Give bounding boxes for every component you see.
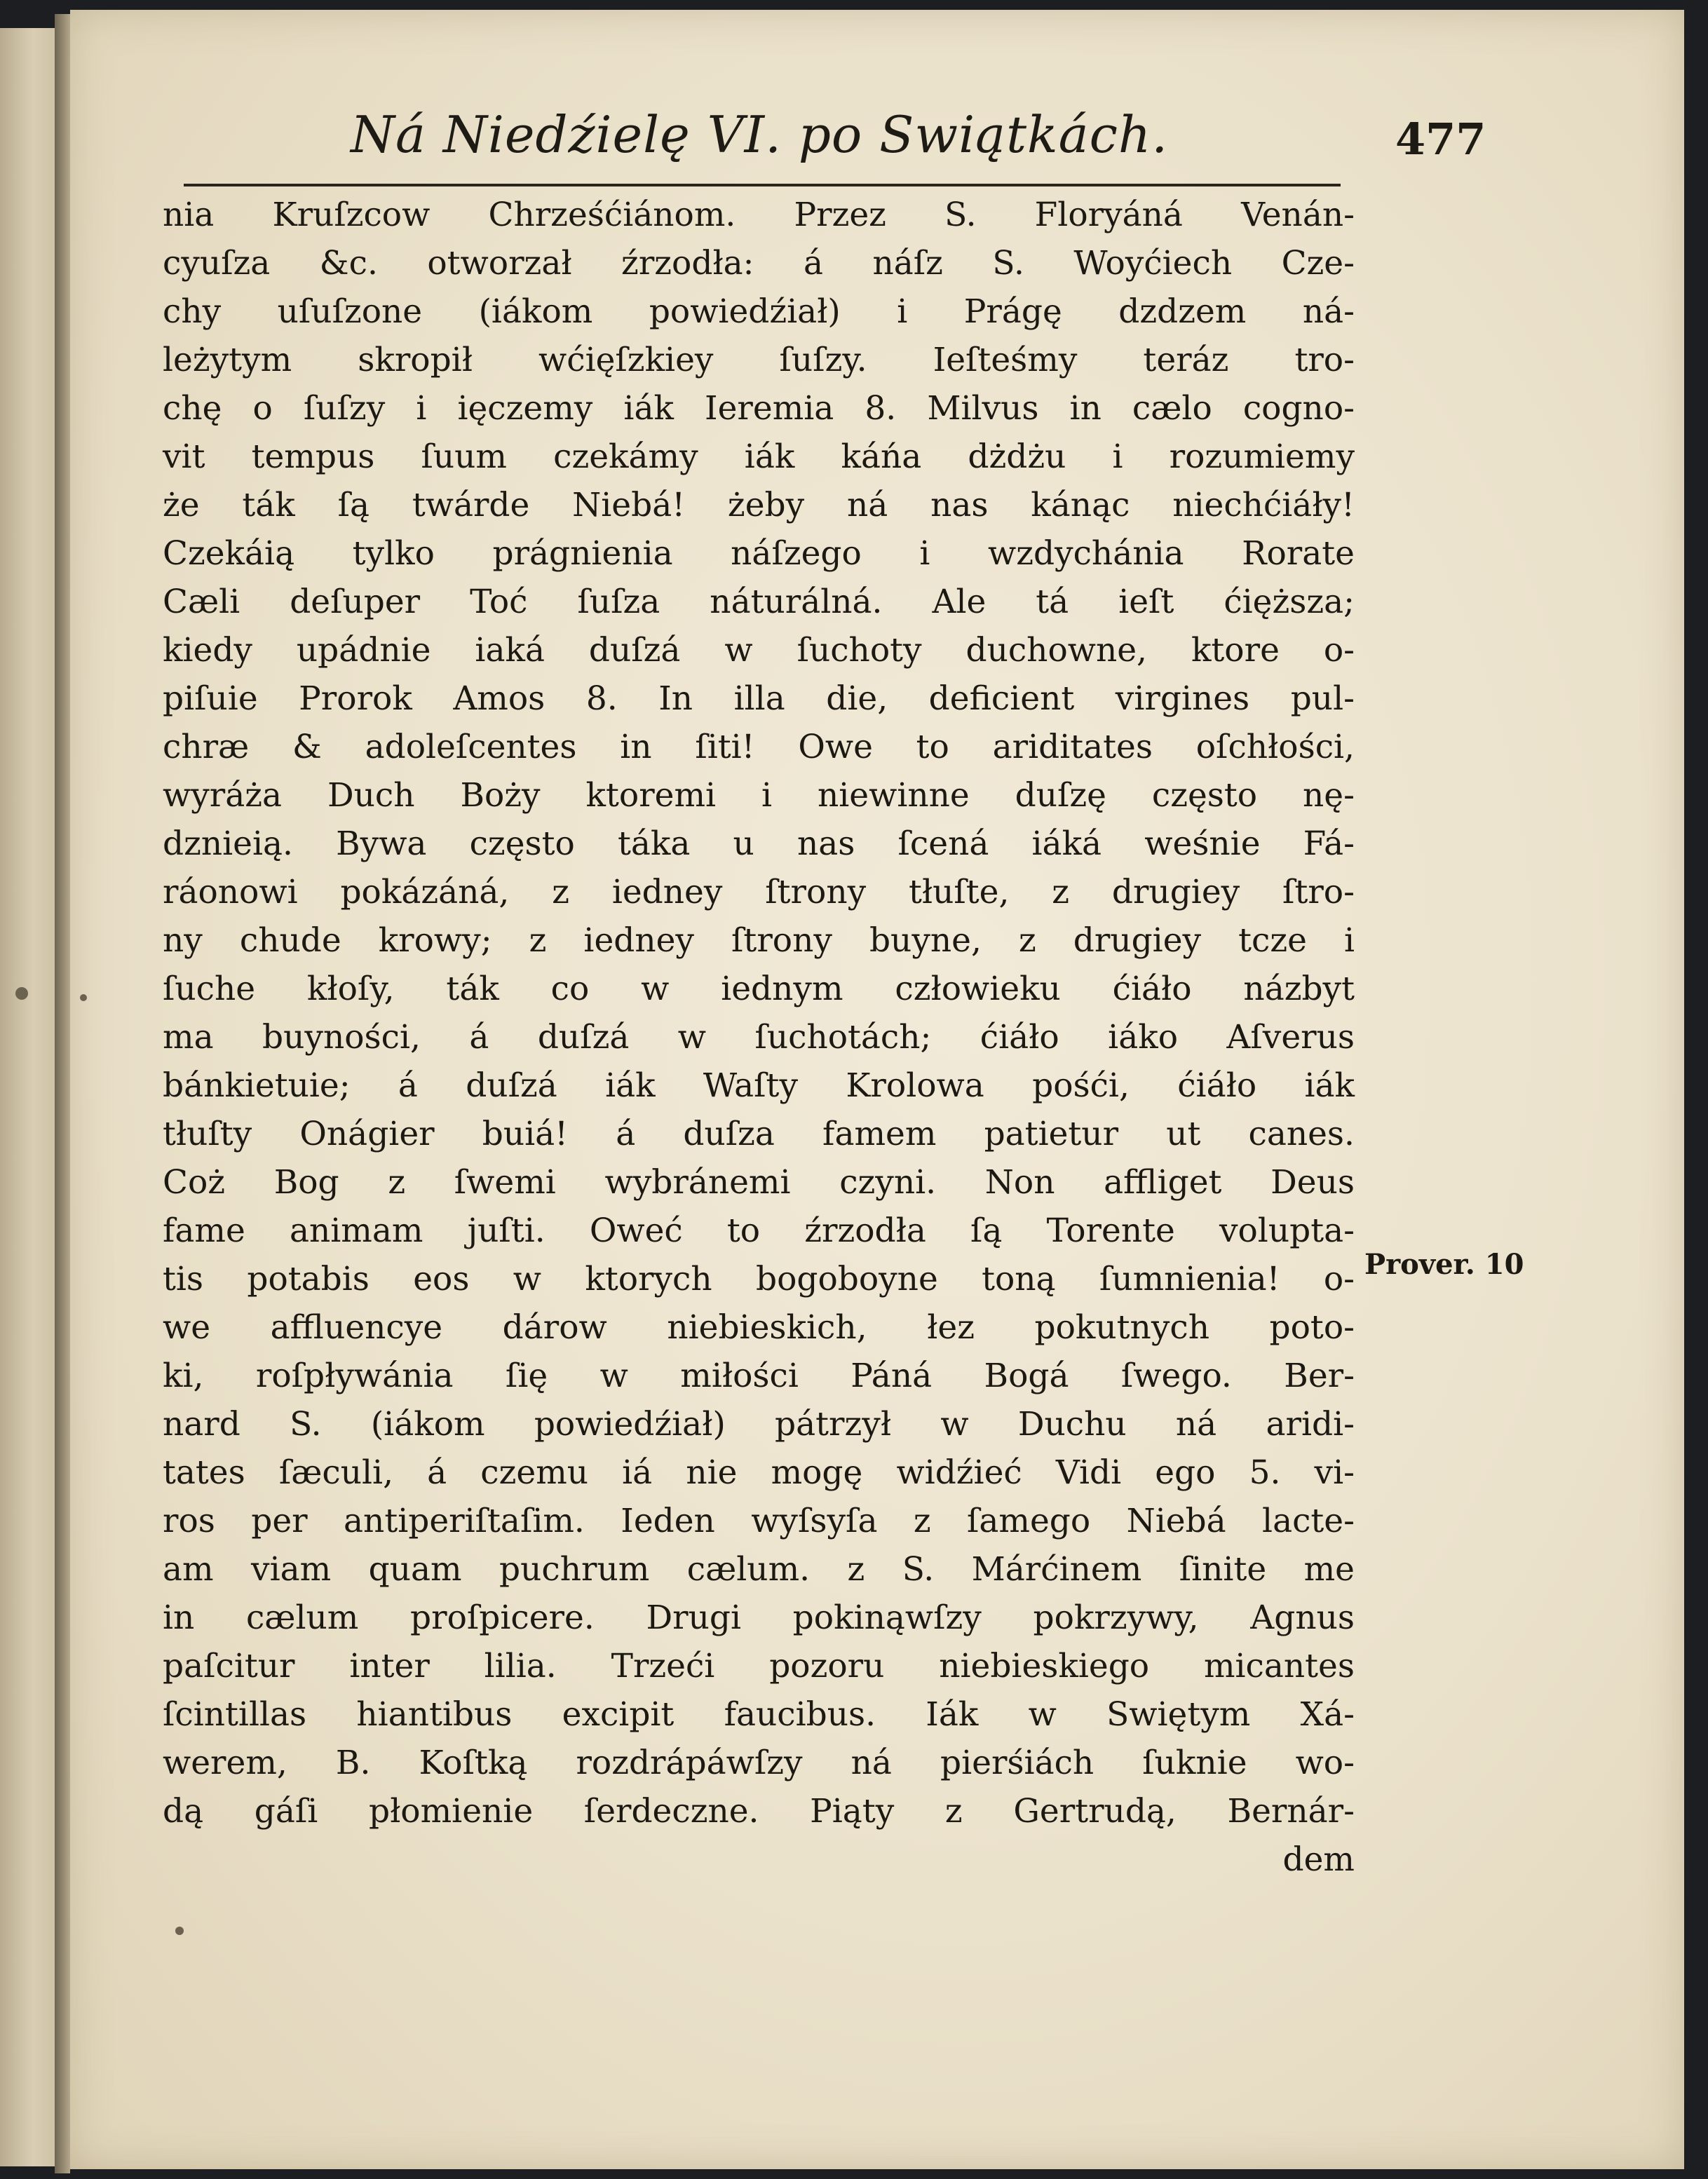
text-line: ſuche kłoſy, ták co w iednym człowieku ćiáło názbyt — [163, 970, 1355, 1008]
text-line: in cælum proſpicere. Drugi pokinąwſzy pokrzywy, Agnus — [163, 1598, 1355, 1637]
text-line: Coż Bog z ſwemi wybránemi czyni. Non affliget Deus — [163, 1163, 1355, 1202]
text-line: ki, roſpływánia ſię w miłości Páná Bogá ſwego. Ber- — [163, 1357, 1355, 1395]
text-line: ráonowi pokázáná, z iedney ſtrony tłuſte, z drugiey ſtro- — [163, 873, 1355, 911]
text-line: chę o ſuſzy i ięczemy iák Ieremia 8. Milvus in cælo cogno- — [163, 389, 1355, 428]
text-line: leżytym skropił wćięſzkiey ſuſzy. Ieſteśmy teráz tro- — [163, 341, 1355, 379]
text-line: bánkietuie; á duſzá iák Waſty Krolowa pośći, ćiáło iák — [163, 1066, 1355, 1105]
text-line: we affluencye dárow niebieskich, łez pokutnych poto- — [163, 1308, 1355, 1347]
text-line: chræ & adoleſcentes in ſiti! Owe to ariditates oſchłości, — [163, 728, 1355, 766]
text-line: wyráża Duch Boży ktoremi i niewinne duſzę często nę- — [163, 776, 1355, 815]
ink-speck — [80, 994, 87, 1001]
text-line: werem, B. Koſtką rozdrápáwſzy ná pierśiách ſuknie wo- — [163, 1744, 1355, 1782]
text-line: ma buyności, á duſzá w ſuchotách; ćiáło iáko Aſverus — [163, 1018, 1355, 1057]
header-rule — [184, 184, 1341, 186]
text-line: cyuſza &c. otworzał źrzodła: á náſz S. Woyćiech Cze- — [163, 244, 1355, 283]
text-line: paſcitur inter lilia. Trzeći pozoru niebieskiego micantes — [163, 1647, 1355, 1685]
text-line: Cæli deſuper Toć ſuſza náturálná. Ale tá ieſt ćięższa; — [163, 583, 1355, 621]
running-title: Ná Niedźielę VI. po Swiątkách. — [351, 105, 1169, 164]
text-line: nia Kruſzcow Chrześćiánom. Przez S. Floryáná Venán- — [163, 196, 1355, 234]
text-line: vit tempus ſuum czekámy iák káńa dżdżu i rozumiemy — [163, 437, 1355, 476]
text-line: chy uſuſzone (iákom powiedźiał) i Prágę dzdzem ná- — [163, 292, 1355, 331]
text-line: dą gáſi płomienie ſerdeczne. Piąty z Gertrudą, Bernár- — [163, 1792, 1355, 1831]
text-line: tates ſæculi, á czemu iá nie mogę widźieć Vidi ego 5. vi- — [163, 1453, 1355, 1492]
text-line: tłuſty Onágier buiá! á duſza famem patietur ut canes. — [163, 1115, 1355, 1153]
marginal-note: Prover. 10 — [1364, 1248, 1524, 1281]
text-line: ny chude krowy; z iedney ſtrony buyne, z drugiey tcze i — [163, 921, 1355, 960]
text-line: Czekáią tylko prágnienia náſzego i wzdychánia Rorate — [163, 534, 1355, 573]
text-line: fame animam juſti. Oweć to źrzodła ſą Torente volupta- — [163, 1211, 1355, 1250]
text-line: że ták ſą twárde Niebá! żeby ná nas kánąc niechćiáły! — [163, 486, 1355, 524]
page-number: 477 — [1395, 114, 1486, 165]
ink-speck — [175, 1927, 184, 1935]
text-line: ſcintillas hiantibus excipit faucibus. Iák w Swiętym Xá- — [163, 1695, 1355, 1734]
body-text — [163, 191, 1355, 1884]
text-line: ros per antiperiſtaſim. Ieden wyſsyſa z ſamego Niebá lacte- — [163, 1502, 1355, 1540]
binding-gutter — [55, 14, 70, 2173]
text-line: nard S. (iákom powiedźiał) pátrzył w Duchu ná aridi- — [163, 1405, 1355, 1444]
text-line: am viam quam puchrum cælum. z S. Márćinem ſinite me — [163, 1550, 1355, 1589]
facing-page-edge — [0, 28, 57, 2166]
text-line: dem — [1282, 1840, 1355, 1879]
text-line: dznieią. Bywa często táka u nas ſcená iáká weśnie Fá- — [163, 824, 1355, 863]
ink-speck — [15, 987, 28, 1000]
text-line: piſuie Prorok Amos 8. In illa die, deficient virgines pul- — [163, 679, 1355, 718]
text-line: kiedy upádnie iaká duſzá w ſuchoty duchowne, ktore o- — [163, 631, 1355, 670]
text-line: tis potabis eos w ktorych bogoboyne toną ſumnienia! o- — [163, 1260, 1355, 1298]
